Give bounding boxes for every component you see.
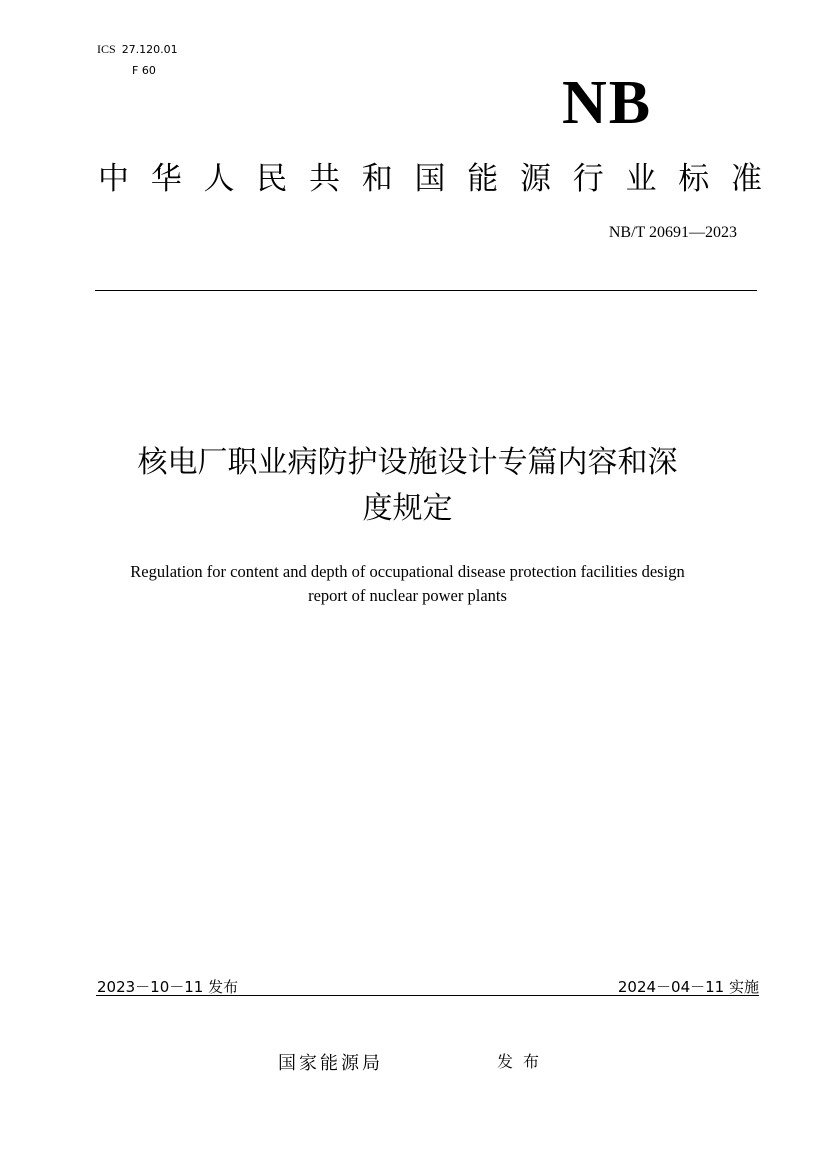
nb-logo: NB bbox=[562, 69, 653, 137]
ics-label: ICS bbox=[97, 42, 116, 56]
english-title-line-2: report of nuclear power plants bbox=[308, 586, 507, 605]
english-title-line-1: Regulation for content and depth of occupational disease protection facilities design bbox=[130, 562, 685, 581]
chinese-title-line-1: 核电厂职业病防护设施设计专篇内容和深 bbox=[137, 445, 678, 480]
implementation-date: 2024－04－11 实施 bbox=[617, 978, 759, 996]
publisher-name: 国家能源局 bbox=[278, 1053, 383, 1074]
chinese-title-line-2: 度规定 bbox=[362, 491, 453, 526]
standard-type-heading: 中华人民共和国能源行业标准 bbox=[98, 161, 762, 197]
chinese-title bbox=[60, 440, 755, 532]
top-divider bbox=[95, 290, 757, 291]
bottom-divider bbox=[96, 995, 759, 996]
standard-number: NB/T 20691—2023 bbox=[608, 224, 737, 241]
issue-date: 2023－10－11 发布 bbox=[97, 978, 239, 996]
classification-code: F 60 bbox=[132, 64, 156, 77]
ics-line bbox=[97, 42, 178, 57]
english-title bbox=[60, 560, 755, 608]
publish-label: 发布 bbox=[497, 1052, 550, 1071]
ics-code: 27.120.01 bbox=[121, 43, 178, 56]
